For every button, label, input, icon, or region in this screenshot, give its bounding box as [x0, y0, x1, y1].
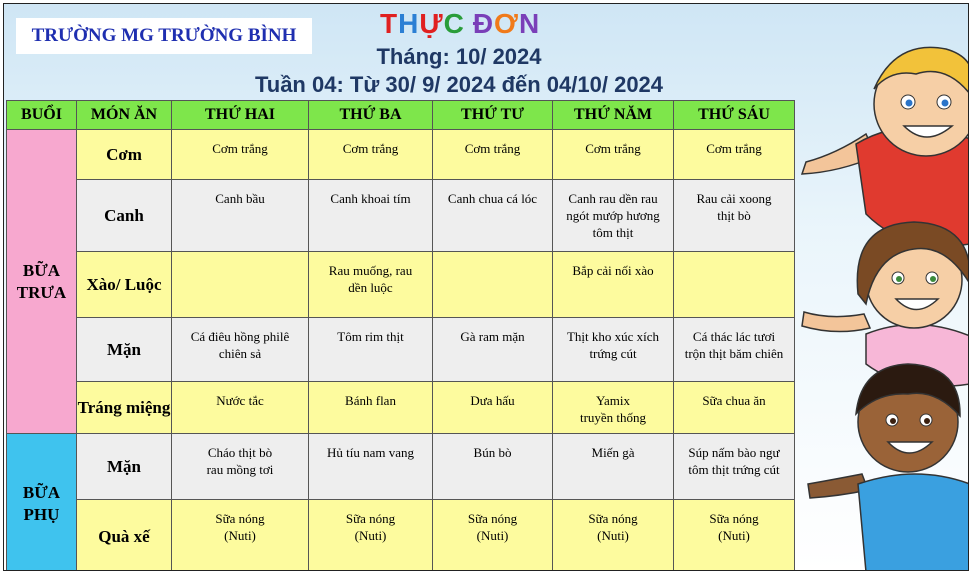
menu-item: Rau cải xoong	[696, 191, 772, 206]
session-snack: BỮA PHỤ	[7, 434, 77, 572]
menu-cell	[433, 500, 553, 572]
menu-item: thịt bò	[717, 208, 751, 223]
page-title	[380, 8, 540, 40]
menu-item: Sữa nóng	[709, 511, 759, 526]
title-letter: Đ	[472, 8, 495, 39]
menu-cell	[433, 318, 553, 382]
menu-item: (Nuti)	[354, 528, 387, 543]
menu-item: Sữa nóng	[215, 511, 265, 526]
child-girl-icon	[802, 222, 969, 387]
menu-cell	[674, 434, 795, 500]
menu-row	[7, 318, 795, 382]
menu-cell	[674, 500, 795, 572]
children-illustration	[796, 44, 969, 571]
menu-cell	[553, 434, 674, 500]
menu-cell	[433, 382, 553, 434]
menu-item: tôm thịt trứng cút	[688, 462, 780, 477]
col-day: THỨ SÁU	[674, 101, 795, 130]
title-letter: N	[518, 8, 541, 39]
menu-row	[7, 382, 795, 434]
menu-item: trộn thịt băm chiên	[684, 346, 784, 361]
dish-type: Mặn	[77, 318, 172, 382]
menu-item: Canh chua cá lóc	[447, 191, 538, 206]
menu-item: Thịt kho xúc xích	[566, 329, 660, 344]
menu-item: Sữa chua ăn	[702, 393, 766, 408]
menu-item: Cơm trắng	[706, 141, 762, 156]
menu-row	[7, 252, 795, 318]
col-day: THỨ HAI	[172, 101, 309, 130]
menu-item: (Nuti)	[718, 528, 750, 543]
menu-item: rau mồng tơi	[206, 462, 274, 477]
dish-type: Quà xế	[77, 500, 172, 572]
menu-item: Súp nấm bào ngư	[688, 445, 780, 460]
menu-cell	[309, 252, 433, 318]
menu-item: Sữa nóng	[588, 511, 638, 526]
school-name: TRƯỜNG MG TRƯỜNG BÌNH	[16, 18, 312, 54]
menu-item: chiên sả	[218, 346, 262, 361]
menu-item: Yamix	[595, 393, 631, 408]
menu-cell	[553, 130, 674, 180]
menu-item: Dưa hấu	[470, 393, 515, 408]
menu-cell	[433, 252, 553, 318]
menu-item: Bánh flan	[345, 393, 396, 408]
menu-cell	[433, 180, 553, 252]
title-letter: C	[443, 8, 465, 39]
menu-item: Cơm trắng	[212, 141, 268, 156]
menu-item: Cơm trắng	[342, 141, 399, 156]
menu-cell	[309, 500, 433, 572]
menu-row	[7, 180, 795, 252]
menu-table	[6, 100, 795, 571]
dish-type: Xào/ Luộc	[77, 252, 172, 318]
menu-item: Bún bò	[473, 445, 512, 460]
menu-item: Cơm trắng	[464, 141, 521, 156]
menu-item: Sữa nóng	[345, 511, 396, 526]
col-dish: MÓN ĂN	[77, 101, 172, 130]
menu-cell	[172, 318, 309, 382]
menu-row	[7, 500, 795, 572]
menu-cell	[172, 382, 309, 434]
menu-cell	[172, 434, 309, 500]
week-range: Tuần 04: Từ 30/ 9/ 2024 đến 04/10/ 2024	[254, 72, 664, 97]
menu-item: Canh khoai tím	[330, 191, 411, 206]
menu-item: tôm thịt	[592, 225, 634, 240]
dish-type: Canh	[77, 180, 172, 252]
header-row	[7, 101, 795, 130]
title-letter: H	[398, 8, 420, 39]
dish-type: Tráng miệng	[77, 382, 172, 434]
menu-cell	[674, 130, 795, 180]
menu-item: Hủ tíu nam vang	[326, 445, 414, 460]
menu-row	[7, 130, 795, 180]
col-day: THỨ NĂM	[553, 101, 674, 130]
menu-cell	[309, 180, 433, 252]
menu-item: (Nuti)	[476, 528, 509, 543]
menu-cell	[553, 252, 674, 318]
menu-row	[7, 434, 795, 500]
menu-item: Cá thác lác tươi	[692, 329, 776, 344]
menu-cell	[309, 382, 433, 434]
menu-cell	[309, 434, 433, 500]
menu-item: Canh rau dền rau	[568, 191, 658, 206]
menu-cell	[172, 180, 309, 252]
menu-cell	[674, 318, 795, 382]
menu-item: truyền thống	[579, 410, 647, 425]
menu-cell	[172, 130, 309, 180]
title-letter: Ự	[419, 8, 444, 39]
child-blond-icon	[802, 47, 969, 246]
menu-item: Sữa nóng	[467, 511, 518, 526]
title-letter: T	[380, 8, 399, 39]
menu-cell	[674, 180, 795, 252]
col-session: BUỔI	[7, 101, 77, 130]
menu-board	[3, 3, 969, 571]
menu-item: Canh bầu	[215, 191, 265, 206]
menu-item: trứng cút	[589, 346, 637, 361]
menu-cell	[553, 180, 674, 252]
menu-item: Rau muống, rau	[328, 263, 413, 278]
col-day: THỨ BA	[309, 101, 433, 130]
menu-cell	[553, 318, 674, 382]
menu-item: ngót mướp hương	[566, 208, 660, 223]
menu-item: (Nuti)	[224, 528, 256, 543]
menu-item: Gà ram mặn	[460, 329, 525, 344]
menu-cell	[674, 252, 795, 318]
title-letter: Ơ	[494, 8, 519, 39]
menu-item: (Nuti)	[597, 528, 629, 543]
menu-cell	[674, 382, 795, 434]
menu-item: Bắp cải nối xào	[572, 263, 654, 278]
menu-item: dền luộc	[348, 280, 393, 295]
menu-cell	[172, 252, 309, 318]
menu-item: Tôm rim thịt	[337, 329, 404, 344]
menu-item: Nước tắc	[216, 393, 264, 408]
menu-cell	[553, 500, 674, 572]
menu-item: Cá điêu hồng philê	[190, 329, 290, 344]
menu-item: Miến gà	[591, 445, 635, 460]
session-lunch: BỮA TRƯA	[7, 130, 77, 434]
menu-cell	[433, 434, 553, 500]
dish-type: Mặn	[77, 434, 172, 500]
month-label: Tháng: 10/ 2024	[376, 44, 542, 69]
menu-item: Cơm trắng	[585, 141, 641, 156]
dish-type: Cơm	[77, 130, 172, 180]
menu-cell	[553, 382, 674, 434]
child-boy-icon	[808, 364, 969, 571]
menu-cell	[433, 130, 553, 180]
col-day: THỨ TƯ	[433, 101, 553, 130]
menu-cell	[309, 318, 433, 382]
menu-cell	[172, 500, 309, 572]
menu-item: Cháo thịt bò	[207, 445, 273, 460]
menu-cell	[309, 130, 433, 180]
